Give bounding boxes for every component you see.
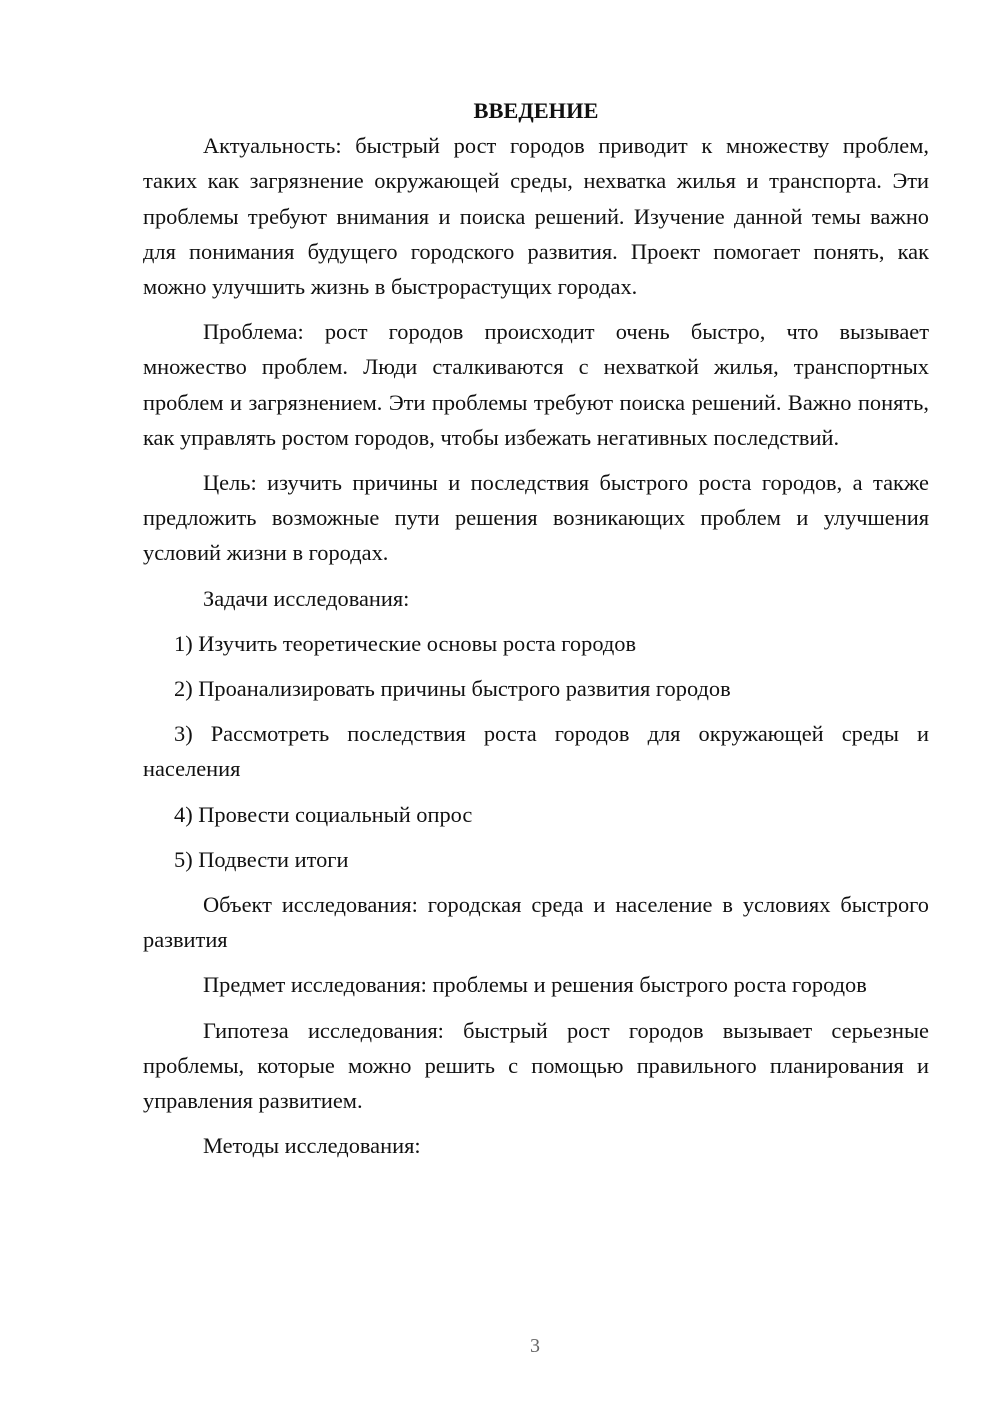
section-heading: ВВЕДЕНИЕ: [473, 98, 599, 123]
task-item: 4) Провести социальный опрос: [174, 801, 473, 827]
paragraph-goal: Цель: изучить причины и последствия быстрого роста городов, а также предложить возможные пути решения возникающих проблем и улучшения условий жизни в городах.: [143, 470, 929, 566]
page-content: [143, 93, 929, 1173]
paragraph-relevance: Актуальность: быстрый рост городов приводит к множеству проблем, таких как загрязнение окружающей среды, нехватка жилья и транспорта. Эти проблемы требуют внимания и поиска решений. Изучение данной темы важно для понимания будущего городского развития. Проект помогает понять, как можно улучшить жизнь в быстрорастущих городах.: [143, 133, 929, 300]
paragraph-methods: Методы исследования:: [203, 1133, 421, 1159]
paragraph-problem: Проблема: рост городов происходит очень быстро, что вызывает множество проблем. Люди сталкиваются с нехваткой жилья, транспортных проблем и загрязнением. Эти проблемы требуют поиска решений. Важно понять, как управлять ростом городов, чтобы избежать негативных последствий.: [143, 319, 929, 450]
task-item: 2) Проанализировать причины быстрого развития городов: [174, 676, 731, 702]
paragraph-hypothesis: Гипотеза исследования: быстрый рост городов вызывает серьезные проблемы, которые можно решить с помощью правильного планирования и управления развитием.: [143, 1017, 929, 1114]
page-number: 3: [530, 1335, 540, 1357]
paragraph-tasks-title: Задачи исследования:: [203, 585, 410, 611]
task-item: 1) Изучить теоретические основы роста городов: [174, 630, 637, 656]
paragraph-subject: Предмет исследования: проблемы и решения быстрого роста городов: [203, 972, 867, 998]
paragraph-object: Объект исследования: городская среда и население в условиях быстрого развития: [143, 892, 929, 953]
task-item: 3) Рассмотреть последствия роста городов для окружающей среды и населения: [143, 721, 929, 782]
task-item: 5) Подвести итоги: [174, 846, 349, 872]
